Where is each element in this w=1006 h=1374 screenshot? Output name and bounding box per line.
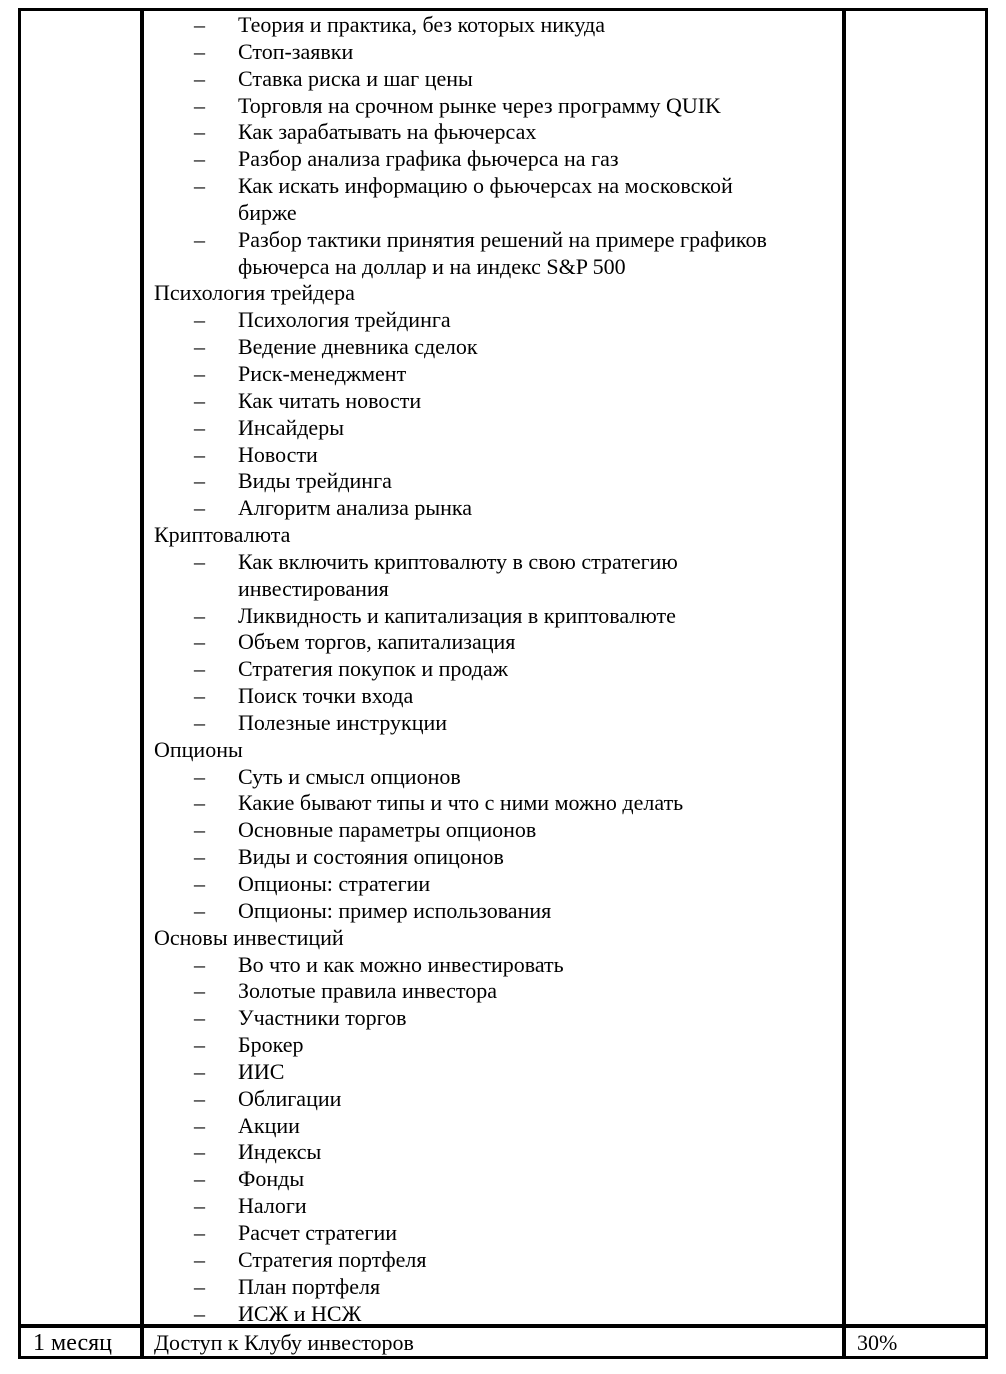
list-item-text: Как читать новости bbox=[238, 387, 422, 413]
list-item bbox=[154, 12, 834, 39]
list-dash-marker: – bbox=[194, 871, 205, 896]
list-dash-marker: – bbox=[194, 978, 205, 1004]
list-item-text: Торговля на срочном рынке через программу QUIK bbox=[238, 92, 721, 118]
list-item bbox=[154, 1166, 834, 1193]
list-item bbox=[154, 1301, 834, 1328]
list-item bbox=[154, 1139, 834, 1166]
list-item-text: Ставка риска и шаг цены bbox=[238, 65, 473, 91]
list-item-text: Опционы: пример использования bbox=[238, 897, 552, 923]
list-item bbox=[154, 817, 834, 844]
list-item-text: Фонды bbox=[238, 1166, 305, 1192]
list-dash-marker: – bbox=[194, 817, 205, 843]
list-dash-marker: – bbox=[194, 92, 205, 118]
list-item bbox=[154, 415, 834, 442]
list-item bbox=[154, 629, 834, 656]
list-dash-marker: – bbox=[194, 629, 205, 655]
list-dash-marker: – bbox=[194, 360, 205, 386]
list-item bbox=[154, 334, 834, 361]
list-dash-marker: – bbox=[194, 173, 205, 199]
list-dash-marker: – bbox=[194, 414, 205, 440]
list-item bbox=[154, 549, 834, 576]
list-dash-marker: – bbox=[194, 1193, 205, 1219]
list-item bbox=[154, 119, 834, 146]
list-item-text: Теория и практика, без которых никуда bbox=[238, 12, 605, 37]
content-cell: Доступ к Клубу инвесторов bbox=[154, 1330, 414, 1355]
list-item bbox=[154, 227, 834, 254]
list-dash-marker: – bbox=[194, 1273, 205, 1299]
list-item bbox=[154, 361, 834, 388]
list-item-text: Индексы bbox=[238, 1139, 322, 1165]
list-dash-marker: – bbox=[194, 38, 205, 64]
list-item-text: План портфеля bbox=[238, 1273, 381, 1299]
list-item bbox=[154, 603, 834, 630]
list-item-continuation bbox=[154, 200, 834, 227]
list-item-text: Стоп-заявки bbox=[238, 38, 354, 64]
list-item-text: ИИС bbox=[238, 1058, 285, 1084]
list-item-text: фьючерса на доллар и на индекс S&P 500 bbox=[238, 253, 626, 279]
list-item bbox=[154, 1032, 834, 1059]
list-item bbox=[154, 978, 834, 1005]
list-item-text: Участники торгов bbox=[238, 1005, 407, 1031]
list-dash-marker: – bbox=[194, 683, 205, 709]
list-dash-marker: – bbox=[194, 146, 205, 172]
list-item-text: Как искать информацию о фьючерсах на московской bbox=[238, 173, 733, 199]
list-dash-marker: – bbox=[194, 495, 205, 521]
course-content-list bbox=[154, 12, 834, 1327]
list-dash-marker: – bbox=[194, 387, 205, 413]
list-item bbox=[154, 307, 834, 334]
list-item bbox=[154, 952, 834, 979]
list-item-text: Разбор анализа графика фьючерса на газ bbox=[238, 146, 619, 172]
list-item-text: Налоги bbox=[238, 1193, 307, 1219]
list-item bbox=[154, 495, 834, 522]
list-item bbox=[154, 683, 834, 710]
list-dash-marker: – bbox=[194, 548, 205, 574]
list-item-text: Разбор тактики принятия решений на примере графиков bbox=[238, 226, 767, 252]
list-dash-marker: – bbox=[194, 12, 205, 37]
list-item-text: Акции bbox=[238, 1112, 300, 1138]
list-item bbox=[154, 1086, 834, 1113]
list-item bbox=[154, 1113, 834, 1140]
list-item-text: Опционы: стратегии bbox=[238, 871, 431, 896]
list-item-continuation bbox=[154, 576, 834, 603]
list-dash-marker: – bbox=[194, 1112, 205, 1138]
list-item bbox=[154, 1274, 834, 1301]
list-item bbox=[154, 468, 834, 495]
list-dash-marker: – bbox=[194, 897, 205, 923]
list-dash-marker: – bbox=[194, 602, 205, 628]
list-dash-marker: – bbox=[194, 1058, 205, 1084]
list-item-text: бирже bbox=[238, 199, 297, 225]
list-item bbox=[154, 388, 834, 415]
list-item-text: Объем торгов, капитализация bbox=[238, 629, 516, 655]
list-item-text: Инсайдеры bbox=[238, 414, 344, 440]
list-item bbox=[154, 146, 834, 173]
list-item-text: Ведение дневника сделок bbox=[238, 334, 478, 360]
list-dash-marker: – bbox=[194, 1166, 205, 1192]
list-dash-marker: – bbox=[194, 1085, 205, 1111]
list-item-text: Расчет стратегии bbox=[238, 1219, 398, 1245]
list-item-text: Алгоритм анализа рынка bbox=[238, 495, 473, 521]
list-dash-marker: – bbox=[194, 1032, 205, 1058]
table-border-right bbox=[985, 8, 988, 1359]
list-item-text: Брокер bbox=[238, 1032, 304, 1058]
list-item bbox=[154, 442, 834, 469]
list-item bbox=[154, 173, 834, 200]
list-item-text: Как включить криптовалюту в свою стратегию bbox=[238, 548, 678, 574]
section-heading: Основы инвестиций bbox=[154, 924, 344, 950]
table-border-col2 bbox=[842, 8, 846, 1359]
section-heading: Криптовалюта bbox=[154, 522, 291, 548]
list-item bbox=[154, 39, 834, 66]
list-dash-marker: – bbox=[194, 65, 205, 91]
list-item bbox=[154, 1247, 834, 1274]
list-item bbox=[154, 66, 834, 93]
list-dash-marker: – bbox=[194, 334, 205, 360]
list-item bbox=[154, 93, 834, 120]
list-item bbox=[154, 898, 834, 925]
list-item bbox=[154, 1220, 834, 1247]
list-item-text: инвестирования bbox=[238, 575, 389, 601]
list-dash-marker: – bbox=[194, 1300, 205, 1326]
list-dash-marker: – bbox=[194, 951, 205, 977]
table-border-col1 bbox=[140, 8, 144, 1359]
list-item-text: Облигации bbox=[238, 1085, 342, 1111]
list-dash-marker: – bbox=[194, 226, 205, 252]
list-dash-marker: – bbox=[194, 119, 205, 145]
section-heading: Опционы bbox=[154, 736, 243, 762]
list-item bbox=[154, 844, 834, 871]
list-item bbox=[154, 710, 834, 737]
list-item-text: Стратегия портфеля bbox=[238, 1246, 427, 1272]
list-item bbox=[154, 1059, 834, 1086]
list-dash-marker: – bbox=[194, 656, 205, 682]
list-dash-marker: – bbox=[194, 1246, 205, 1272]
list-item-text: Риск-менеджмент bbox=[238, 360, 407, 386]
list-item bbox=[154, 871, 834, 898]
list-item-text: Виды трейдинга bbox=[238, 468, 392, 494]
list-dash-marker: – bbox=[194, 790, 205, 816]
list-item-text: Золотые правила инвестора bbox=[238, 978, 497, 1004]
list-item-text: Виды и состояния опицонов bbox=[238, 844, 504, 870]
list-dash-marker: – bbox=[194, 763, 205, 789]
list-item-text: Психология трейдинга bbox=[238, 307, 451, 333]
list-item-text: Как зарабатывать на фьючерсах bbox=[238, 119, 537, 145]
list-item-text: Стратегия покупок и продаж bbox=[238, 656, 508, 682]
list-item-text: Во что и как можно инвестировать bbox=[238, 951, 564, 977]
list-item-text: Какие бывают типы и что с ними можно делать bbox=[238, 790, 684, 816]
table-border-left bbox=[18, 8, 21, 1359]
list-dash-marker: – bbox=[194, 307, 205, 333]
list-item-continuation bbox=[154, 254, 834, 281]
list-item-text: Поиск точки входа bbox=[238, 683, 414, 709]
section-heading: Психология трейдера bbox=[154, 280, 355, 306]
list-item-text: Новости bbox=[238, 441, 318, 467]
period-cell: 1 месяц bbox=[33, 1330, 112, 1356]
list-dash-marker: – bbox=[194, 1139, 205, 1165]
list-dash-marker: – bbox=[194, 441, 205, 467]
list-item bbox=[154, 764, 834, 791]
list-item bbox=[154, 1005, 834, 1032]
list-item-text: Полезные инструкции bbox=[238, 709, 448, 735]
list-item bbox=[154, 656, 834, 683]
list-item bbox=[154, 790, 834, 817]
list-dash-marker: – bbox=[194, 844, 205, 870]
list-dash-marker: – bbox=[194, 1219, 205, 1245]
list-dash-marker: – bbox=[194, 468, 205, 494]
list-item-text: Основные параметры опционов bbox=[238, 817, 537, 843]
list-dash-marker: – bbox=[194, 709, 205, 735]
list-item-text: ИСЖ и НСЖ bbox=[238, 1300, 362, 1326]
list-item-text: Суть и смысл опционов bbox=[238, 763, 461, 789]
list-item bbox=[154, 1193, 834, 1220]
list-dash-marker: – bbox=[194, 1005, 205, 1031]
list-item-text: Ликвидность и капитализация в криптовалюте bbox=[238, 602, 676, 628]
percent-cell: 30% bbox=[857, 1330, 898, 1355]
